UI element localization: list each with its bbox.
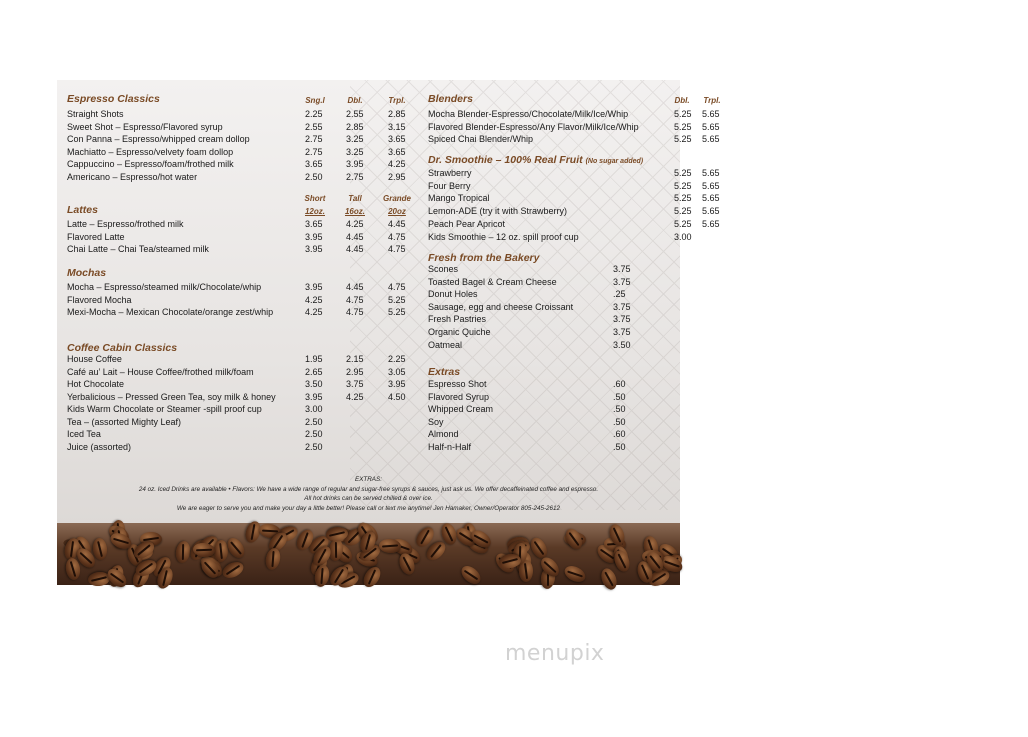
item-price: 5.25: [388, 294, 406, 305]
item-name: Americano – Espresso/hot water: [67, 171, 198, 182]
blenders-title: Blenders: [428, 93, 473, 105]
bakery-item: [428, 326, 1028, 338]
item-name: Oatmeal: [428, 339, 463, 350]
menupix-watermark: menupix: [505, 641, 605, 666]
item-price: 5.25: [674, 206, 692, 217]
item-name: Hot Chocolate: [67, 379, 125, 389]
item-name: Peach Pear Apricot: [428, 218, 506, 229]
item-name: Chai Latte – Chai Tea/steamed milk: [67, 244, 209, 254]
item-name: Flavored Blender-Espresso/Any Flavor/Milk/Ice/Whip: [428, 121, 639, 132]
item-name: Sweet Shot – Espresso/Flavored syrup: [67, 121, 223, 132]
item-name: Organic Quiche: [428, 327, 491, 337]
item-name: Flavored Syrup: [428, 391, 490, 402]
item-name: Four Berry: [428, 180, 471, 191]
item-name: Kids Smoothie – 12 oz. spill proof cup: [428, 231, 579, 242]
smoothie-item: [428, 192, 1028, 204]
item-price: 2.75: [305, 146, 323, 157]
item-name: Spiced Chai Blender/Whip: [428, 134, 534, 144]
footer-notes: [57, 475, 680, 513]
blenders-col-triple: Trpl.: [703, 96, 721, 105]
bakery-item: [428, 288, 1028, 300]
item-price: 3.25: [346, 134, 364, 144]
smoothie-item: [428, 231, 1028, 243]
coffee-bean: [225, 535, 249, 561]
item-name: Fresh Pastries: [428, 314, 487, 325]
item-name: Mexi-Mocha – Mexican Chocolate/orange zest/whip: [67, 307, 274, 317]
item-price: 5.25: [674, 193, 692, 204]
item-price: 5.65: [702, 180, 720, 191]
item-price: 2.50: [305, 171, 323, 182]
footer-line-2: All hot drinks can be served chilled & over ice.: [304, 495, 433, 502]
cabin-item: [67, 353, 667, 365]
item-price: 3.95: [305, 391, 323, 402]
col-double-header: Dbl.: [347, 96, 363, 105]
item-name: Lemon-ADE (try it with Strawberry): [428, 206, 568, 217]
item-price: 5.65: [702, 218, 720, 229]
item-price: 4.25: [346, 219, 364, 229]
bakery-item: [428, 276, 1028, 288]
item-name: Mocha – Espresso/steamed milk/Chocolate/whip: [67, 282, 262, 292]
item-price: .50: [613, 416, 626, 427]
coffee-bean: [104, 566, 130, 591]
item-price: 3.95: [388, 379, 406, 389]
item-price: 3.95: [305, 282, 323, 292]
extras-item: [428, 428, 1028, 440]
coffee-bean: [562, 563, 588, 585]
item-name: Whipped Cream: [428, 404, 494, 415]
item-price: 2.95: [388, 171, 406, 182]
item-price: .60: [613, 429, 626, 440]
item-name: Yerbalicious – Pressed Green Tea, soy milk & honey: [67, 391, 276, 402]
smoothie-item: [428, 218, 1028, 230]
blenders-item: [428, 108, 1028, 120]
item-price: 3.95: [346, 159, 364, 169]
item-name: Latte – Espresso/frothed milk: [67, 219, 184, 229]
item-name: Juice (assorted): [67, 441, 132, 452]
smoothie-note: (No sugar added): [585, 158, 644, 165]
item-name: Kids Warm Chocolate or Steamer -spill proof cup: [67, 404, 262, 414]
item-price: 5.25: [674, 134, 692, 144]
item-name: Almond: [428, 429, 459, 440]
item-name: Soy: [428, 416, 444, 427]
smoothie-title-text: Dr. Smoothie – 100% Real Fruit: [428, 154, 583, 166]
bakery-item: [428, 263, 1028, 275]
item-price: 2.50: [305, 441, 323, 452]
item-name: Flavored Latte: [67, 231, 125, 242]
footer-line-3: We are eager to serve you and make your day a little better! Please call or text me anytime! Jen Hamaker, Owner/Operator 805-245-2612: [176, 504, 561, 512]
item-price: 2.65: [305, 366, 323, 377]
bakery-title: Fresh from the Bakery: [428, 252, 540, 264]
item-price: 5.25: [674, 168, 692, 178]
item-name: Flavored Mocha: [67, 294, 132, 305]
item-price: 2.75: [346, 171, 364, 182]
item-price: 4.45: [346, 231, 364, 242]
item-price: 4.25: [388, 159, 406, 169]
extras-item: [428, 403, 1028, 415]
item-price: 4.45: [346, 244, 364, 254]
footer-heading: EXTRAS:: [355, 476, 382, 483]
item-name: Tea – (assorted Mighty Leaf): [67, 416, 182, 427]
item-price: 5.65: [702, 193, 720, 204]
item-price: 5.25: [674, 180, 692, 191]
lattes-title: Lattes: [67, 204, 98, 216]
item-price: 3.75: [613, 264, 631, 274]
item-name: Iced Tea: [67, 429, 101, 439]
item-price: 3.65: [388, 146, 406, 157]
coffee-bean: [598, 566, 619, 592]
col-triple-header: Trpl.: [388, 96, 406, 105]
item-price: 3.00: [674, 231, 692, 242]
item-price: 3.65: [305, 159, 323, 169]
smoothie-item: [428, 180, 1028, 192]
item-price: 3.50: [613, 339, 631, 350]
item-price: 5.25: [388, 307, 406, 317]
item-price: 2.85: [346, 121, 364, 132]
blenders-item: [428, 133, 1028, 145]
item-price: 2.55: [305, 121, 323, 132]
bakery-item: [428, 313, 1028, 325]
item-price: 3.05: [388, 366, 406, 377]
item-name: Straight Shots: [67, 109, 124, 119]
item-price: 3.75: [346, 379, 364, 389]
item-price: 4.25: [305, 294, 323, 305]
item-price: 4.75: [346, 307, 364, 317]
item-price: 2.75: [305, 134, 323, 144]
item-name: Strawberry: [428, 168, 472, 178]
extras-item: [428, 378, 1028, 390]
coffee-bean: [361, 564, 385, 590]
extras-item: [428, 416, 1028, 428]
item-name: Half-n-Half: [428, 442, 472, 452]
item-name: Café au’ Lait – House Coffee/frothed milk/foam: [67, 366, 254, 377]
extras-title: Extras: [428, 366, 461, 378]
item-price: 3.65: [305, 219, 323, 229]
cabin-item: [67, 366, 667, 378]
item-price: 2.25: [388, 354, 406, 364]
blenders-item: [428, 121, 1028, 133]
size-grande-header: Grande: [382, 194, 411, 203]
size-tall-oz: 16oz.: [344, 207, 365, 216]
item-price: .60: [613, 379, 626, 389]
item-price: 3.15: [388, 121, 406, 132]
item-price: .50: [613, 442, 626, 452]
extras-item: [428, 441, 1028, 453]
item-name: Machiatto – Espresso/velvety foam dollop: [67, 146, 234, 157]
bakery-item: [428, 339, 1028, 351]
item-price: 3.75: [613, 314, 631, 325]
coffee-bean: [458, 563, 484, 588]
item-name: House Coffee: [67, 354, 122, 364]
item-price: 1.95: [305, 354, 323, 364]
item-price: 3.25: [346, 146, 364, 157]
item-price: 2.25: [305, 109, 323, 119]
item-price: 5.65: [702, 134, 720, 144]
smoothie-item: [428, 167, 1028, 179]
coffee-bean: [220, 559, 246, 581]
item-name: Mango Tropical: [428, 193, 490, 204]
item-price: 3.50: [305, 379, 323, 389]
menu-sheet: [57, 80, 721, 585]
size-grande-oz: 20oz: [388, 207, 406, 216]
lattes-item: [67, 243, 667, 255]
bakery-item: [428, 301, 1028, 313]
item-price: 2.50: [305, 416, 323, 427]
item-price: 5.65: [702, 109, 720, 119]
item-price: 4.75: [346, 294, 364, 305]
coffee-bean: [214, 540, 229, 562]
item-price: 3.95: [305, 244, 323, 254]
espresso-classics-title: Espresso Classics: [67, 93, 160, 105]
smoothie-item: [428, 205, 1028, 217]
item-price: 3.95: [305, 231, 323, 242]
item-price: 5.65: [702, 168, 720, 178]
coffee-cabin-title: Coffee Cabin Classics: [67, 342, 178, 354]
item-price: 4.50: [388, 391, 406, 402]
item-price: 3.65: [388, 134, 406, 144]
coffee-bean: [264, 547, 282, 571]
item-name: Toasted Bagel & Cream Cheese: [428, 276, 557, 287]
item-price: 4.25: [305, 307, 323, 317]
item-price: 4.25: [346, 391, 364, 402]
item-price: 2.50: [305, 429, 323, 439]
item-price: 4.75: [388, 282, 406, 292]
smoothie-title: [428, 154, 643, 166]
item-price: 2.15: [346, 354, 364, 364]
size-short-oz: 12oz.: [304, 207, 325, 216]
item-price: 3.75: [613, 301, 631, 312]
item-price: 3.75: [613, 276, 631, 287]
footer-line-1: 24 oz. Iced Drinks are available • Flavors: We have a wide range of regular and sugar-free syrups & sauces, just ask us. We offer decaffeinated coffee and espresso.: [138, 485, 599, 493]
blenders-col-double: Dbl.: [674, 96, 690, 105]
col-single-header: Sng.l: [305, 96, 325, 105]
item-price: 3.75: [613, 327, 631, 337]
extras-item: [428, 391, 1028, 403]
item-name: Scones: [428, 264, 459, 274]
item-price: 5.65: [702, 206, 720, 217]
item-price: 5.25: [674, 109, 692, 119]
item-name: Mocha Blender-Espresso/Chocolate/Milk/Ice/Whip: [428, 109, 629, 119]
item-price: .50: [613, 391, 626, 402]
item-name: Espresso Shot: [428, 379, 487, 389]
item-price: 4.45: [388, 219, 406, 229]
item-name: Con Panna – Espresso/whipped cream dollop: [67, 134, 250, 144]
item-price: 5.25: [674, 121, 692, 132]
item-price: 5.65: [702, 121, 720, 132]
item-price: 2.55: [346, 109, 364, 119]
item-price: 2.95: [346, 366, 364, 377]
item-price: .25: [613, 289, 626, 300]
item-name: Sausage, egg and cheese Croissant: [428, 301, 574, 312]
item-price: 4.75: [388, 231, 406, 242]
item-price: 3.00: [305, 404, 323, 414]
size-tall-header: Tall: [348, 194, 362, 203]
item-name: Donut Holes: [428, 289, 478, 300]
item-price: .50: [613, 404, 626, 415]
item-price: 4.45: [346, 282, 364, 292]
size-short-header: Short: [304, 194, 326, 203]
item-price: 2.85: [388, 109, 406, 119]
coffee-beans-banner: [57, 523, 680, 585]
item-name: Cappuccino – Espresso/foam/frothed milk: [67, 159, 234, 169]
item-price: 4.75: [388, 244, 406, 254]
mochas-title: Mochas: [67, 267, 107, 279]
item-price: 5.25: [674, 218, 692, 229]
coffee-bean: [612, 548, 632, 573]
